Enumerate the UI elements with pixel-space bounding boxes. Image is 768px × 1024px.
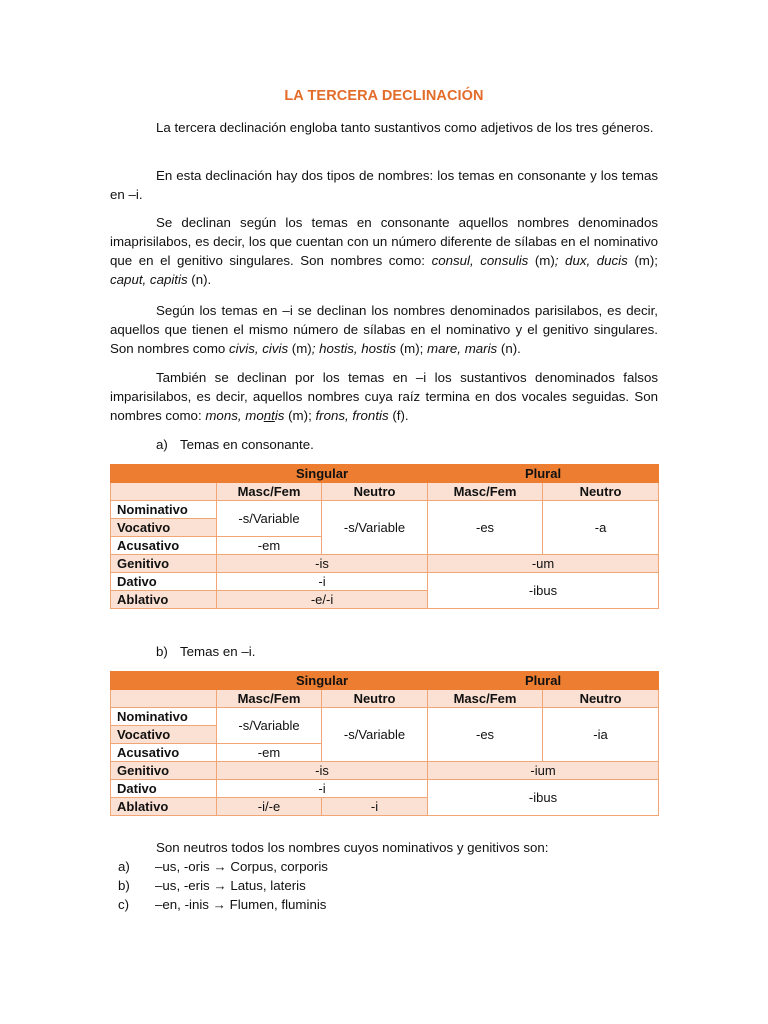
- subheader-corner: [111, 690, 217, 708]
- example-word: ; hostis, hostis: [311, 341, 396, 356]
- case-label: Genitivo: [111, 762, 217, 780]
- arrow-right-icon: →: [213, 859, 227, 874]
- gender-label: (m);: [284, 408, 316, 423]
- table-cell: -s/Variable: [217, 708, 322, 744]
- ending-text: –en, -inis: [155, 897, 213, 912]
- gender-label: (m): [528, 253, 555, 268]
- example-underlined-part: nt: [263, 408, 275, 423]
- case-label: Ablativo: [111, 591, 217, 609]
- table-cell: -ibus: [428, 573, 659, 609]
- header-plural: Plural: [428, 465, 659, 483]
- table-row: [111, 762, 659, 780]
- gender-label: (n).: [497, 341, 521, 356]
- example-word: civis, civis: [229, 341, 289, 356]
- ending-text: –us, -oris: [155, 859, 214, 874]
- table-row: [111, 573, 659, 591]
- table-row: [111, 555, 659, 573]
- table-cell: -is: [217, 762, 428, 780]
- list-marker: b): [118, 878, 130, 893]
- table-row: [111, 501, 659, 519]
- paragraph-text: La tercera declinación engloba tanto sustantivos como adjetivos de los tres géneros.: [156, 120, 654, 135]
- neutros-list: [118, 857, 328, 914]
- gender-label: (n).: [187, 272, 212, 287]
- table-cell: -i: [322, 798, 428, 816]
- case-label: Nominativo: [111, 708, 217, 726]
- paragraph-intro: [110, 118, 658, 137]
- declension-table-consonant: [110, 464, 659, 609]
- table-cell: -s/Variable: [322, 501, 428, 555]
- list-marker: b): [156, 644, 168, 659]
- subheader-cell: Neutro: [543, 690, 659, 708]
- paragraph-text: [110, 368, 658, 425]
- gender-label: (m);: [627, 253, 658, 268]
- list-item: [118, 857, 328, 876]
- section-label: Temas en consonante.: [180, 437, 314, 452]
- table-cell: -ibus: [428, 780, 659, 816]
- table-cell: -i: [217, 573, 428, 591]
- paragraph-body: Según los temas en –i se declinan los nombres denominados parisilabos, es decir, aquellos que tienen el mismo número de sílabas en el nominativo y el genitivo singulares. Son nombres como: [110, 303, 658, 356]
- subheader-corner: [111, 483, 217, 501]
- list-marker: a): [156, 437, 168, 452]
- example-part: mons, mo: [205, 408, 264, 423]
- subheader-cell: Masc/Fem: [428, 483, 543, 501]
- subheader-cell: Masc/Fem: [217, 690, 322, 708]
- example-part: is: [274, 408, 285, 423]
- header-corner: [111, 465, 217, 483]
- section-heading-b: [156, 642, 255, 661]
- example-text: Latus, lateris: [226, 878, 306, 893]
- example-word: caput, capitis: [110, 272, 188, 287]
- table-header-row: [111, 672, 659, 690]
- paragraph-false-imparisyllabic: [110, 368, 658, 425]
- example-word: consul, consulis: [431, 253, 529, 268]
- paragraph-i-stems: [110, 301, 658, 358]
- paragraph-types: [110, 166, 658, 204]
- table-cell: -um: [428, 555, 659, 573]
- table-cell: -es: [428, 708, 543, 762]
- table-cell: -i: [217, 780, 428, 798]
- gender-label: (f).: [388, 408, 409, 423]
- section-label: Temas en –i.: [180, 644, 256, 659]
- example-word: frons, frontis: [315, 408, 389, 423]
- table-cell: -s/Variable: [217, 501, 322, 537]
- example-word: [205, 408, 284, 423]
- list-marker: c): [118, 897, 130, 912]
- header-singular: Singular: [217, 465, 428, 483]
- paragraph-text: [110, 213, 658, 289]
- case-label: Vocativo: [111, 726, 217, 744]
- subheader-cell: Masc/Fem: [428, 690, 543, 708]
- neutros-intro: [156, 838, 658, 857]
- paragraph-body: También se declinan por los temas en –i los sustantivos denominados falsos imparisilabos, es decir, aquellos nombres cuya raíz termina en dos vocales seguidas. Son nombres como:: [110, 370, 658, 423]
- case-label: Dativo: [111, 780, 217, 798]
- case-label: Acusativo: [111, 744, 217, 762]
- example-word: mare, maris: [427, 341, 498, 356]
- paragraph-text: En esta declinación hay dos tipos de nombres: los temas en consonante y los temas en –i.: [110, 168, 658, 202]
- section-heading-a: [156, 435, 314, 454]
- paragraph-consonant: [110, 213, 658, 289]
- table-row: [111, 708, 659, 726]
- paragraph-text: Son neutros todos los nombres cuyos nominativos y genitivos son:: [156, 840, 549, 855]
- subheader-cell: Neutro: [322, 690, 428, 708]
- case-label: Nominativo: [111, 501, 217, 519]
- case-label: Vocativo: [111, 519, 217, 537]
- table-cell: -is: [217, 555, 428, 573]
- arrow-right-icon: →: [212, 897, 226, 912]
- example-word: ; dux, ducis: [554, 253, 628, 268]
- paragraph-body: Se declinan según los temas en consonante aquellos nombres denominados imaprisilabos, es decir, los que cuentan con un número diferente de sílabas en el nominativo que en el genitivo singulares. Son nombres como:: [110, 215, 658, 268]
- table-cell: -s/Variable: [322, 708, 428, 762]
- table-cell: -e/-i: [217, 591, 428, 609]
- table-subheader-row: [111, 483, 659, 501]
- example-text: Flumen, fluminis: [225, 897, 327, 912]
- table-header-row: [111, 465, 659, 483]
- header-corner: [111, 672, 217, 690]
- declension-table-i-stems: [110, 671, 659, 816]
- table-cell: -ium: [428, 762, 659, 780]
- paragraph-text: [110, 301, 658, 358]
- case-label: Acusativo: [111, 537, 217, 555]
- subheader-cell: Neutro: [322, 483, 428, 501]
- gender-label: (m);: [396, 341, 428, 356]
- subheader-cell: Masc/Fem: [217, 483, 322, 501]
- table-cell: -em: [217, 537, 322, 555]
- header-plural: Plural: [428, 672, 659, 690]
- list-item: [118, 895, 328, 914]
- table-cell: -i/-e: [217, 798, 322, 816]
- arrow-right-icon: →: [213, 878, 227, 893]
- table-cell: -em: [217, 744, 322, 762]
- table-subheader-row: [111, 690, 659, 708]
- subheader-cell: Neutro: [543, 483, 659, 501]
- ending-text: –us, -eris: [155, 878, 214, 893]
- example-text: Corpus, corporis: [226, 859, 328, 874]
- table-cell: -es: [428, 501, 543, 555]
- table-cell: -ia: [543, 708, 659, 762]
- header-singular: Singular: [217, 672, 428, 690]
- page-title: LA TERCERA DECLINACIÓN: [284, 88, 484, 104]
- list-item: [118, 876, 328, 895]
- gender-label: (m): [288, 341, 312, 356]
- table-cell: -a: [543, 501, 659, 555]
- table-row: [111, 780, 659, 798]
- list-marker: a): [118, 859, 130, 874]
- case-label: Dativo: [111, 573, 217, 591]
- case-label: Ablativo: [111, 798, 217, 816]
- case-label: Genitivo: [111, 555, 217, 573]
